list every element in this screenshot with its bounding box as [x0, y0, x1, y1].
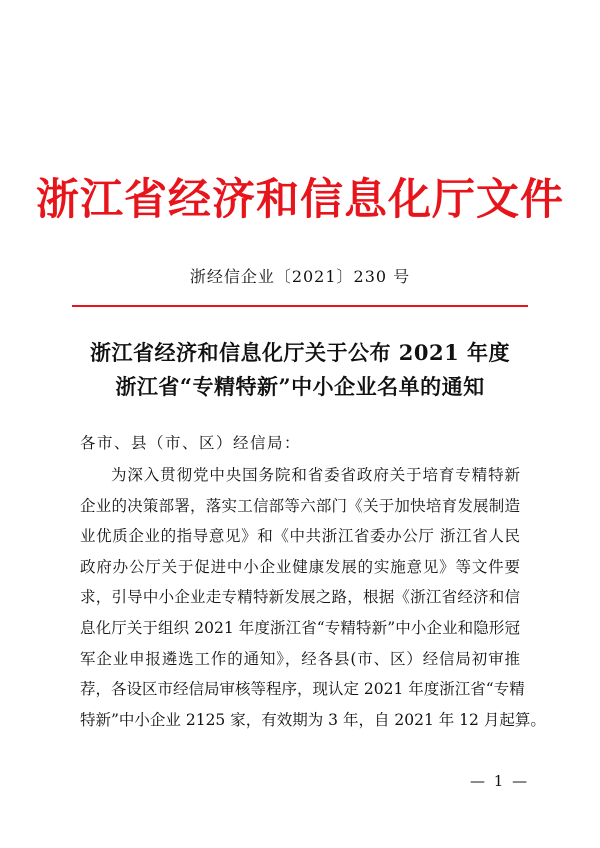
body-line: 息化厅关于组织 2021 年度浙江省“专精特新”中小企业和隐形冠 — [80, 618, 520, 637]
body-line: 特新”中小企业 2125 家，有效期为 3 年，自 2021 年 12 月起算。 — [80, 710, 546, 729]
body-line: 求，引导中小企业走专精特新发展之路，根据《浙江省经济和信 — [80, 588, 520, 607]
red-divider-line — [72, 305, 528, 307]
notice-title-line: 浙江省经济和信息化厅关于公布 2021 年度 — [89, 340, 511, 365]
notice-title — [0, 336, 600, 404]
body-line: 业优质企业的指导意见》和《中共浙江省委办公厅 浙江省人民 — [80, 527, 520, 546]
body-line: 为深入贯彻党中央国务院和省委省政府关于培育专精特新 — [111, 466, 520, 484]
body-line: 企业的决策部署，落实工信部等六部门《关于加快培育发展制造 — [80, 496, 520, 515]
page-number: — 1 — — [470, 772, 530, 790]
salutation: 各市、县（市、区）经信局： — [80, 434, 302, 452]
body-line: 荐，各设区市经信局审核等程序，现认定 2021 年度浙江省“专精 — [80, 680, 525, 699]
body-line: 军企业申报遴选工作的通知》，经各县(市、区）经信局初审推 — [80, 649, 520, 668]
notice-title-line: 浙江省“专精特新”中小企业名单的通知 — [115, 374, 485, 399]
body-line: 政府办公厅关于促进中小企业健康发展的实施意见》等文件要 — [80, 557, 520, 576]
body-paragraph — [80, 460, 546, 735]
document-number: 浙经信企业〔2021〕230 号 — [189, 267, 411, 286]
document-header-title: 浙江省经济和信息化厅文件 — [36, 175, 564, 225]
